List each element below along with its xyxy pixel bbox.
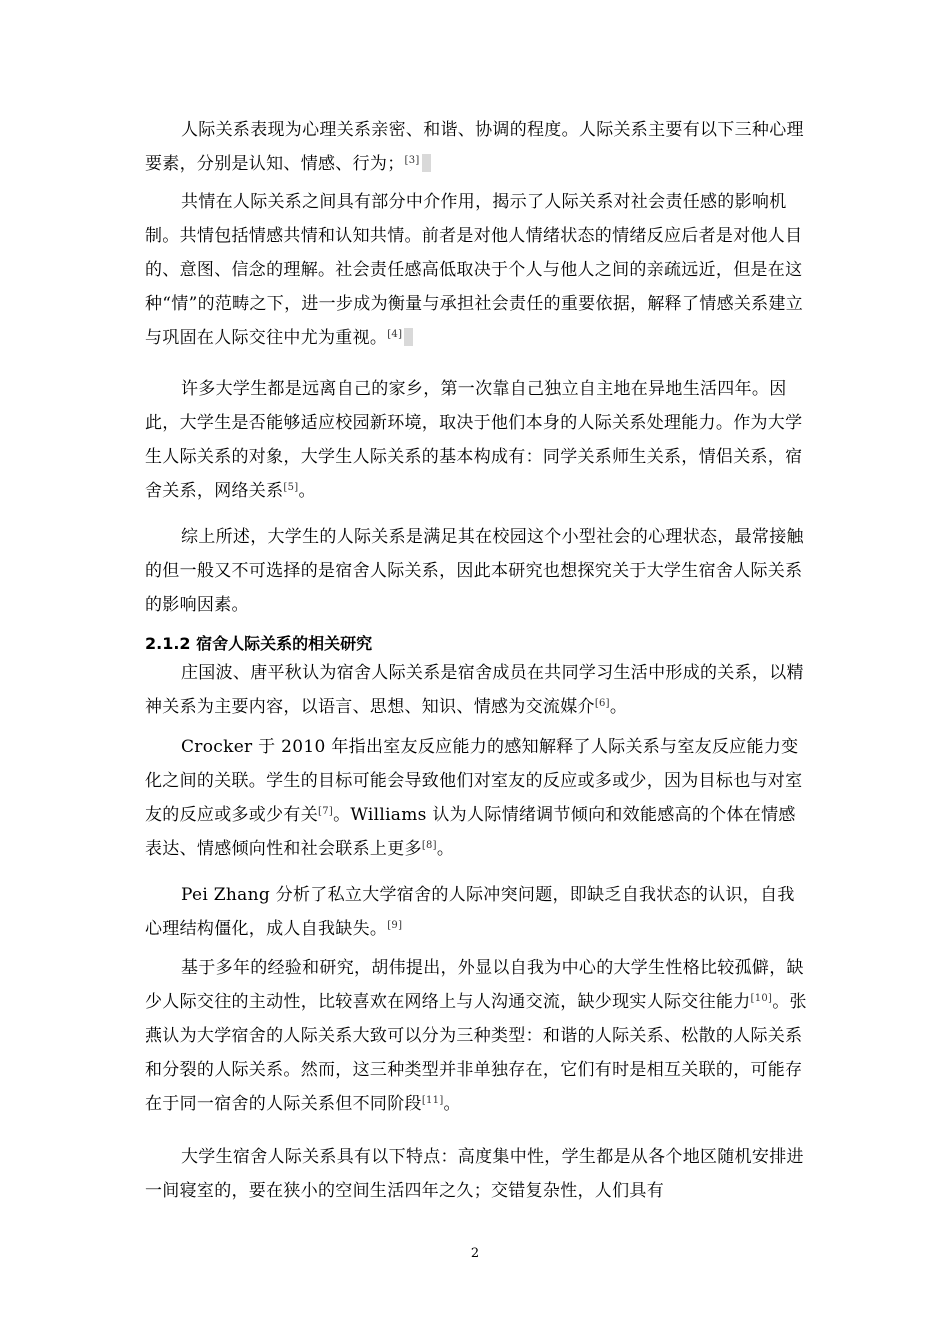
paragraph-8: 基于多年的经验和研究，胡伟提出，外显以自我为中心的大学生性格比较孤僻，缺少人际交往的主动性，比较喜欢在网络上与人沟通交流，缺少现实人际交往能力[10]。张燕认为大学宿舍的人际关系大致可以分为三种类型：和谐的人际关系、松散的人际关系和分裂的人际关系。然而，这三种类型并非单独存在，它们有时是相互关联的，可能存在于同一宿舍的人际关系但不同阶段[11]。 [145,958,807,1114]
page-number: 2 [470,1246,480,1261]
citation[interactable]: [9] [387,920,403,931]
paragraph-4: 综上所述，大学生的人际关系是满足其在校园这个小型社会的心理状态，最常接触的但一般又不可选择的是宿舍人际关系，因此本研究也想探究关于大学生宿舍人际关系的影响因素。 [145,527,804,615]
paragraph-3: 许多大学生都是远离自己的家乡，第一次靠自己独立自主地在异地生活四年。因此，大学生是否能够适应校园新环境，取决于他们本身的人际关系处理能力。作为大学生人际关系的对象，大学生人际关系的基本构成有：同学关系师生关系，情侣关系，宿舍关系，网络关系[5]。 [145,379,803,501]
paragraph-2: 共情在人际关系之间具有部分中介作用，揭示了人际关系对社会责任感的影响机制。共情包括情感共情和认知共情。前者是对他人情绪状态的情绪反应后者是对他人目的、意图、信念的理解。社会责任感高低取决于个人与他人之间的亲疏远近，但是在这种“情”的范畴之下，进一步成为衡量与承担社会责任的重要依据，解释了情感关系建立与巩固在人际交往中尤为重视。[4] [145,192,804,348]
citation[interactable]: [8] [421,840,437,851]
paragraph-9: 大学生宿舍人际关系具有以下特点：高度集中性，学生都是从各个地区随机安排进一间寝室的，要在狭小的空间生活四年之久；交错复杂性，人们具有 [145,1147,804,1201]
citation[interactable]: [10] [750,993,773,1004]
section-heading: 2.1.2 宿舍人际关系的相关研究 [145,634,373,653]
citation[interactable]: [4] [387,329,403,340]
citation[interactable]: [6] [594,698,610,709]
citation[interactable]: [5] [283,482,299,493]
paragraph-1: 人际关系表现为心理关系亲密、和谐、协调的程度。人际关系主要有以下三种心理要素，分别是认知、情感、行为；[3] [145,120,804,174]
paragraph-6: Crocker 于 2010 年指出室友反应能力的感知解释了人际关系与室友反应能力变化之间的关联。学生的目标可能会导致他们对室友的反应或多或少，因为目标也与对室友的反应或多或少有关[7]。Williams 认为人际情绪调节倾向和效能感高的个体在情感表达、情感倾向性和社会联系上更多[8]。 [145,737,803,859]
citation[interactable]: [11] [421,1095,444,1106]
paragraph-5: 庄国波、唐平秋认为宿舍人际关系是宿舍成员在共同学习生活中形成的关系，以精神关系为主要内容，以语言、思想、知识、情感为交流媒介[6]。 [145,663,804,717]
highlight-mark [404,328,413,346]
citation[interactable]: [7] [318,806,334,817]
citation[interactable]: [3] [404,155,420,166]
paragraph-7: Pei Zhang 分析了私立大学宿舍的人际冲突问题，即缺乏自我状态的认识，自我心理结构僵化，成人自我缺失。[9] [145,885,795,939]
highlight-mark [422,154,431,172]
